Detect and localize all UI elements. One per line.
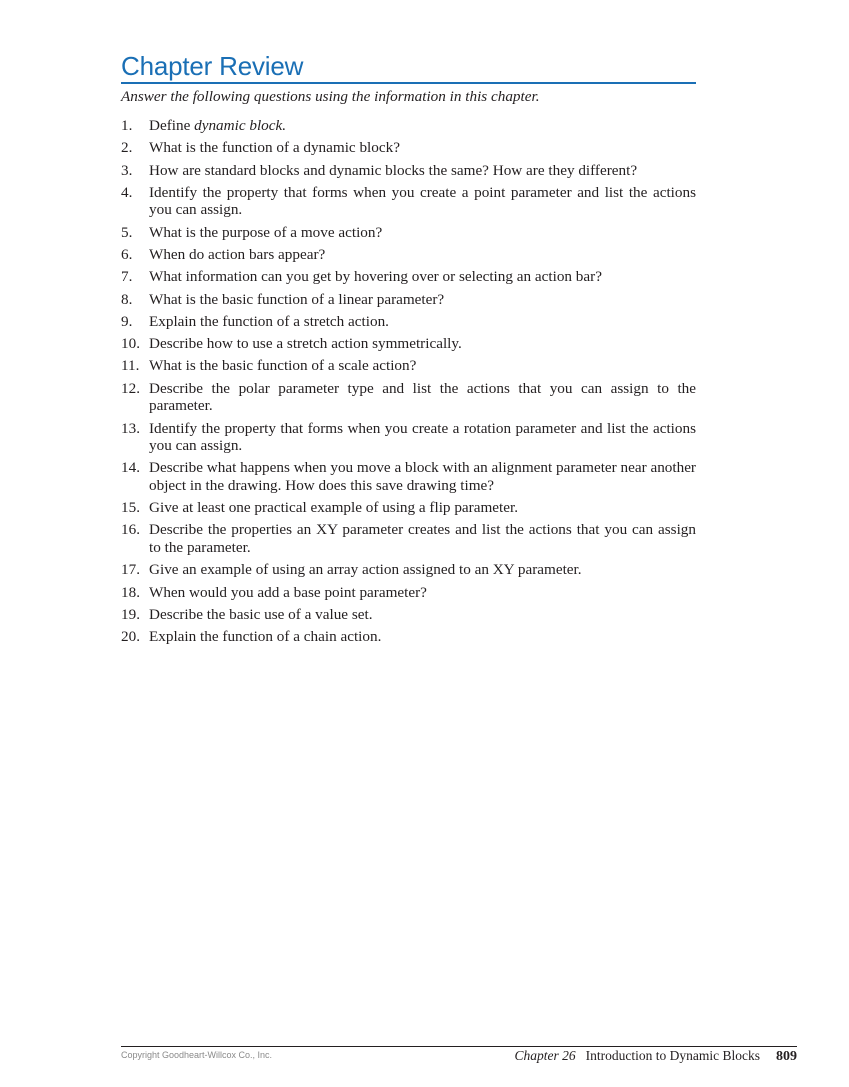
question-number: 4. [121, 183, 133, 201]
question-text: What is the basic function of a linear parameter? [149, 290, 445, 308]
question-number: 5. [121, 223, 133, 241]
question-text: Describe how to use a stretch action symmetrically. [149, 335, 462, 353]
question-item [121, 521, 696, 556]
question-item [121, 268, 696, 286]
question-item [121, 139, 696, 157]
question-text: Give an example of using an array action assigned to an XY parameter. [149, 561, 582, 579]
question-number: 6. [121, 245, 133, 263]
question-number: 10. [121, 335, 140, 353]
question-number: 9. [121, 312, 133, 330]
question-item [121, 420, 696, 455]
page-footer [121, 1046, 797, 1064]
question-number: 8. [121, 290, 133, 308]
question-item [121, 224, 696, 242]
question-item [121, 291, 696, 309]
question-text: When would you add a base point parameter? [149, 583, 427, 601]
question-text: Describe the basic use of a value set. [149, 605, 373, 623]
question-item [121, 380, 696, 415]
question-item [121, 162, 696, 180]
chapter-title: Introduction to Dynamic Blocks [585, 1048, 760, 1063]
question-text: Identify the property that forms when you create a point parameter and list the actions you can assign. [149, 183, 696, 219]
question-text: What is the purpose of a move action? [149, 223, 383, 241]
question-text: Explain the function of a chain action. [149, 628, 382, 646]
question-text: What information can you get by hovering over or selecting an action bar? [149, 268, 602, 286]
question-number: 7. [121, 268, 133, 286]
running-footer [515, 1048, 798, 1065]
question-item [121, 357, 696, 375]
question-text: Describe the properties an XY parameter creates and list the actions that you can assign to the parameter. [149, 521, 696, 556]
question-text: What is the basic function of a scale action? [149, 357, 417, 375]
question-text: How are standard blocks and dynamic blocks the same? How are they different? [149, 161, 638, 179]
question-number: 11. [121, 357, 140, 375]
question-text: Identify the property that forms when you create a rotation parameter and list the actions you can assign. [149, 419, 696, 455]
question-list [121, 117, 696, 650]
chapter-label: Chapter 26 [514, 1048, 576, 1063]
question-text: When do action bars appear? [149, 245, 326, 263]
question-number: 1. [121, 117, 133, 134]
question-term: dynamic block. [194, 117, 287, 134]
question-text-prefix: Define [149, 117, 195, 134]
question-number: 13. [121, 419, 140, 437]
question-text: Describe the polar parameter type and list the actions that you can assign to the parameter. [149, 379, 696, 415]
question-item [121, 499, 696, 517]
question-item [121, 584, 696, 602]
question-item [121, 117, 696, 135]
instructions: Answer the following questions using the information in this chapter. [121, 88, 540, 105]
question-number: 2. [121, 139, 133, 157]
question-number: 15. [121, 499, 140, 517]
question-number: 3. [121, 161, 133, 179]
question-number: 19. [121, 605, 140, 623]
question-text: Explain the function of a stretch action. [149, 312, 389, 330]
question-number: 18. [121, 583, 140, 601]
question-number: 16. [121, 521, 140, 539]
question-item [121, 606, 696, 624]
question-item [121, 184, 696, 219]
question-number: 17. [121, 561, 140, 579]
question-number: 20. [121, 628, 140, 646]
question-item [121, 628, 696, 646]
question-item [121, 313, 696, 331]
question-text [149, 117, 286, 134]
question-item [121, 459, 696, 494]
page-title: Chapter Review [121, 51, 304, 81]
question-text: Give at least one practical example of using a flip parameter. [149, 499, 518, 517]
question-number: 12. [121, 379, 140, 397]
question-item [121, 335, 696, 353]
chapter-review-heading [121, 50, 696, 84]
question-number: 14. [121, 459, 140, 477]
question-item [121, 246, 696, 264]
question-text: Describe what happens when you move a block with an alignment parameter near another object in the drawing. How does this save drawing time? [149, 459, 696, 494]
copyright-notice: Copyright Goodheart-Willcox Co., Inc. [121, 1050, 273, 1060]
page-number: 809 [776, 1049, 797, 1064]
question-item [121, 561, 696, 579]
question-text: What is the function of a dynamic block? [149, 139, 400, 157]
